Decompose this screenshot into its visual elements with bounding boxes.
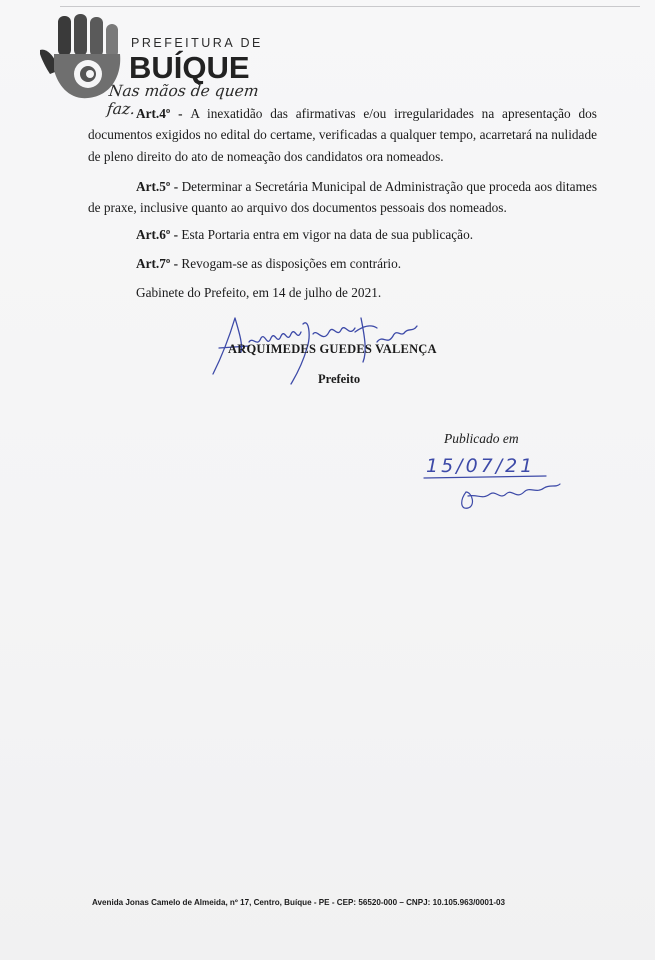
article-label: Art.4º [136, 106, 171, 121]
article-label: Art.6º [136, 227, 171, 242]
signatory-role: Prefeito [318, 372, 361, 386]
closing-line [88, 282, 597, 303]
footer-address: Avenida Jonas Camelo de Almeida, nº 17, Centro, Buíque - PE - CEP: 56520-000 – CNPJ: 10.105.963/0001-03 [92, 898, 506, 907]
article-5: Art.5º - Determinar a Secretária Municipal de Administração que proceda aos ditames de praxe, inclusive quanto ao arquivo dos documentos pessoais dos nomeados. [88, 179, 597, 216]
article-label: Art.7º [136, 256, 171, 271]
publication-label: Publicado em [444, 431, 519, 446]
handwritten-date-and-initials [420, 448, 570, 518]
logo-prefix-text: PREFEITURA DE [131, 36, 263, 50]
article-text: A inexatidão das afirmativas e/ou irregularidades na apresentação dos documentos exigidos no edital do certame, verificadas a qualquer tempo, acarretará na nulidade de pleno direito do ato de nomeação dos candidatos ora nomeados. [88, 106, 597, 164]
article-label: Art.5º [136, 179, 171, 194]
logo-city-name: BUÍQUE [129, 50, 250, 85]
article-text: Determinar a Secretária Municipal de Administração que proceda aos ditames de praxe, inclusive quanto ao arquivo dos documentos pessoais dos nomeados. [88, 179, 597, 216]
closing-text: Gabinete do Prefeito, em 14 de julho de 2021. [136, 285, 382, 300]
article-6: Art.6º - Esta Portaria entra em vigor na data de sua publicação. [136, 227, 474, 242]
article-text: Revogam-se as disposições em contrário. [181, 256, 402, 271]
article-7: Art.7º - Revogam-se as disposições em contrário. [136, 256, 402, 271]
logo-slogan: Nas mãos de quem faz. [106, 82, 260, 118]
article-text: Esta Portaria entra em vigor na data de sua publicação. [181, 227, 474, 242]
signatory-name: ARQUIMEDES GUEDES VALENÇA [228, 342, 437, 356]
article-4: Art.4º - A inexatidão das afirmativas e/ou irregularidades na apresentação dos documentos exigidos no edital do certame, verificadas a qualquer tempo, acarretará na nulidade de pleno direito do ato de nomeação dos candidatos ora nomeados. [88, 106, 597, 164]
top-border-line [60, 6, 640, 7]
publication-stamp [420, 448, 570, 523]
publication-date: 15/07/21 [426, 455, 536, 477]
